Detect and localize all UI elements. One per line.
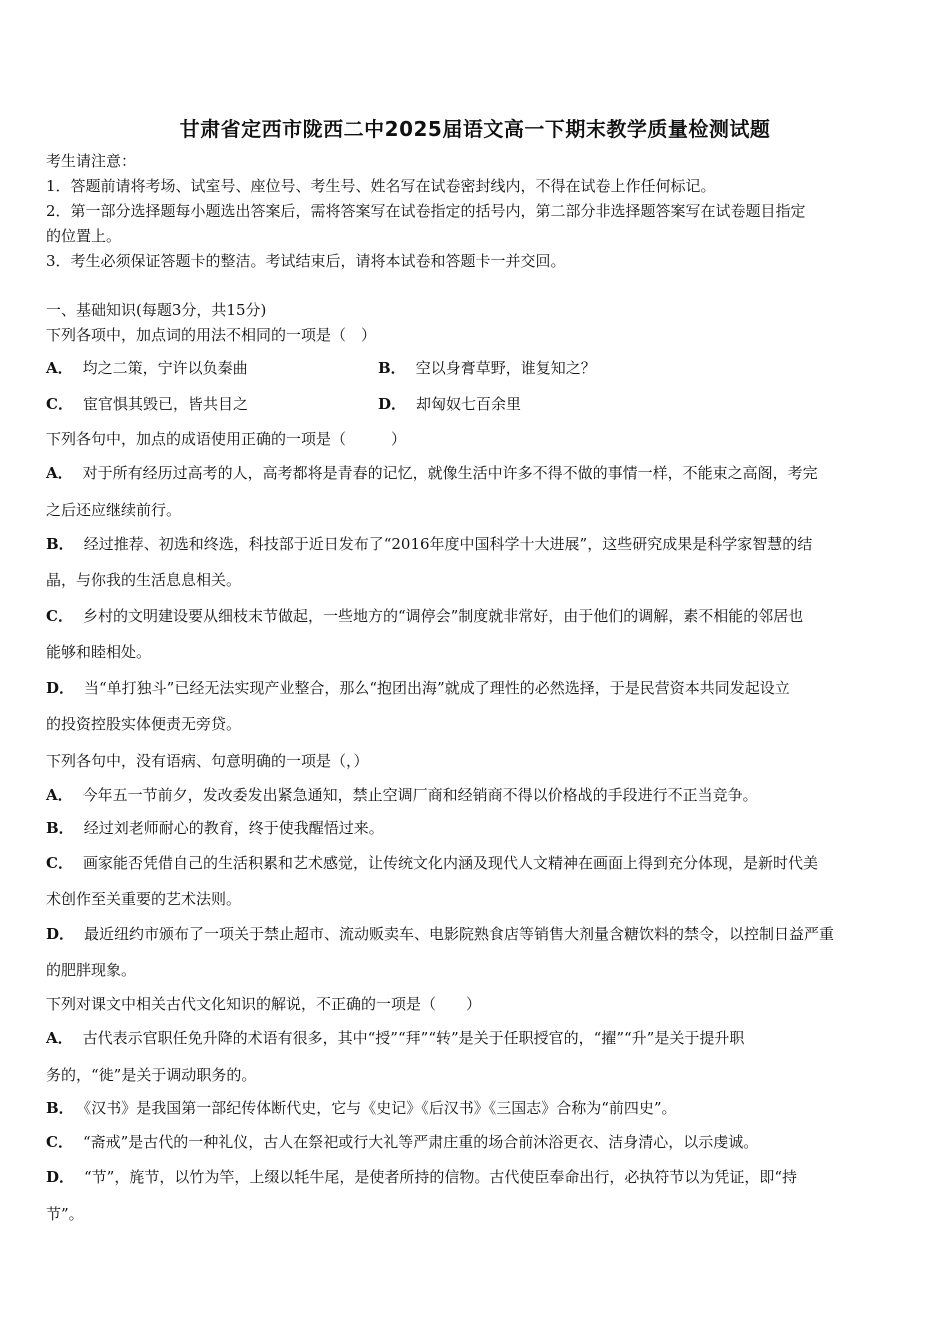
q1-option-a: 均之二策，宁许以负秦曲 (82, 359, 248, 377)
q4-option-a-text: 古代表示官职任免升降的术语有很多，其中“授”“拜”“转”是关于任职授官的，“擢”“升”是关于提升职 (82, 1029, 745, 1047)
notice-item-1: 1．答题前请将考场、试室号、座位号、考生号、姓名写在试卷密封线内，不得在试卷上作任何标记。 (46, 177, 716, 195)
q3-option-c-text: 画家能否凭借自己的生活积累和艺术感觉，让传统文化内涵及现代人文精神在画面上得到充分体现，是新时代美 (82, 854, 818, 872)
q2-option-a (46, 463, 906, 483)
q3-option-b-text: 经过刘老师耐心的教育，终于使我醒悟过来。 (83, 819, 384, 837)
q4-option-b (46, 1098, 906, 1118)
q4-option-c (46, 1132, 906, 1152)
q2-option-b-text: 经过推荐、初选和终选，科技部于近日发布了“2016年度中国科学十大进展”，这些研究成果是科学家智慧的结 (83, 535, 813, 553)
q4-option-b-text: 《汉书》是我国第一部纪传体断代史，它与《史记》《后汉书》《三国志》合称为“前四史”。 (83, 1099, 677, 1117)
q2-option-a-cont: 之后还应继续前行。 (46, 501, 182, 519)
notice-item-2-cont: 的位置上。 (46, 227, 122, 245)
q2-option-c (46, 606, 906, 626)
q3-option-b (46, 818, 906, 838)
notice-heading: 考生请注意： (46, 152, 137, 170)
q2-option-c-cont: 能够和睦相处。 (46, 643, 152, 661)
q3-option-c-cont: 术创作至关重要的艺术法则。 (46, 890, 242, 908)
q3-stem: 下列各句中，没有语病、句意明确的一项是（，） (46, 752, 369, 770)
q1-stem: 下列各项中，加点词的用法不相同的一项是（ ） (46, 326, 377, 344)
q4-option-c-text: “斋戒”是古代的一种礼仪，古人在祭祀或行大礼等严肃庄重的场合前沐浴更衣、洁身清心，以示虔诚。 (82, 1133, 759, 1151)
q3-option-a-text: 今年五一节前夕，发改委发出紧急通知，禁止空调厂商和经销商不得以价格战的手段进行不正当竞争。 (82, 786, 758, 804)
q4-stem: 下列对课文中相关古代文化知识的解说，不正确的一项是（ ） (46, 995, 482, 1013)
q4-option-d-label: D． (46, 1168, 75, 1186)
q2-option-a-label: A． (46, 464, 73, 482)
q1-option-d: 却匈奴七百余里 (416, 395, 522, 413)
q4-option-a-label: A． (46, 1029, 73, 1047)
q1-option-c-label: C． (46, 395, 73, 413)
q1-row-ab (46, 358, 906, 378)
q1-option-b-label: B． (378, 359, 406, 377)
q1-option-a-label: A． (46, 359, 73, 377)
q3-option-d-cont: 的肥胖现象。 (46, 961, 137, 979)
q3-option-d-text: 最近纽约市颁布了一项关于禁止超市、流动贩卖车、电影院熟食店等销售大剂量含糖饮料的禁令，以控制日益严重 (84, 925, 835, 943)
q3-option-d-label: D． (46, 925, 75, 943)
q4-option-b-label: B． (46, 1099, 74, 1117)
q2-option-b-label: B． (46, 535, 74, 553)
q2-option-d-cont: 的投资控股实体便责无旁贷。 (46, 715, 242, 733)
q2-option-d-text: 当“单打独斗”已经无法实现产业整合，那么“抱团出海”就成了理性的必然选择，于是民营资本共同发起设立 (84, 679, 790, 697)
q4-option-d-text: “节”，旄节，以竹为竿，上缀以牦牛尾，是使者所持的信物。古代使臣奉命出行，必执符节以为凭证，即“持 (84, 1168, 798, 1186)
q2-option-a-text: 对于所有经历过高考的人，高考都将是青春的记忆，就像生活中许多不得不做的事情一样，不能束之高阁，考完 (82, 464, 818, 482)
q1-option-b: 空以身膏草野，谁复知之？ (415, 359, 596, 377)
q2-option-c-label: C． (46, 607, 73, 625)
page-title: 甘肃省定西市陇西二中2025届语文高一下期末教学质量检测试题 (179, 117, 771, 141)
q4-option-a (46, 1028, 906, 1048)
q1-option-c: 宦官惧其毁已，皆共目之 (82, 395, 248, 413)
q2-stem: 下列各句中，加点的成语使用正确的一项是（ ） (46, 430, 407, 448)
q1-row-cd (46, 394, 906, 414)
q3-option-c (46, 853, 906, 873)
notice-item-2: 2．第一部分选择题每小题选出答案后，需将答案写在试卷指定的括号内，第二部分非选择题答案写在试卷题目指定 (46, 202, 806, 220)
q2-option-d-label: D． (46, 679, 75, 697)
q3-option-a (46, 785, 906, 805)
q4-option-a-cont: 务的，“徙”是关于调动职务的。 (46, 1066, 257, 1084)
q2-option-b (46, 534, 906, 554)
q2-option-b-cont: 晶，与你我的生活息息相关。 (46, 571, 242, 589)
q2-option-d (46, 678, 906, 698)
q3-option-d (46, 924, 906, 944)
q2-option-c-text: 乡村的文明建设要从细枝末节做起，一些地方的“调停会”制度就非常好，由于他们的调解，素不相能的邻居也 (82, 607, 804, 625)
q4-option-c-label: C． (46, 1133, 73, 1151)
q4-option-d (46, 1167, 906, 1187)
q3-option-b-label: B． (46, 819, 74, 837)
q1-option-d-label: D． (378, 395, 407, 413)
section-heading: 一、基础知识(每题3分，共15分) (46, 301, 267, 319)
q3-option-c-label: C． (46, 854, 73, 872)
q3-option-a-label: A． (46, 786, 73, 804)
q4-option-d-cont: 节”。 (46, 1205, 84, 1223)
notice-item-3: 3．考生必须保证答题卡的整洁。考试结束后，请将本试卷和答题卡一并交回。 (46, 252, 566, 270)
